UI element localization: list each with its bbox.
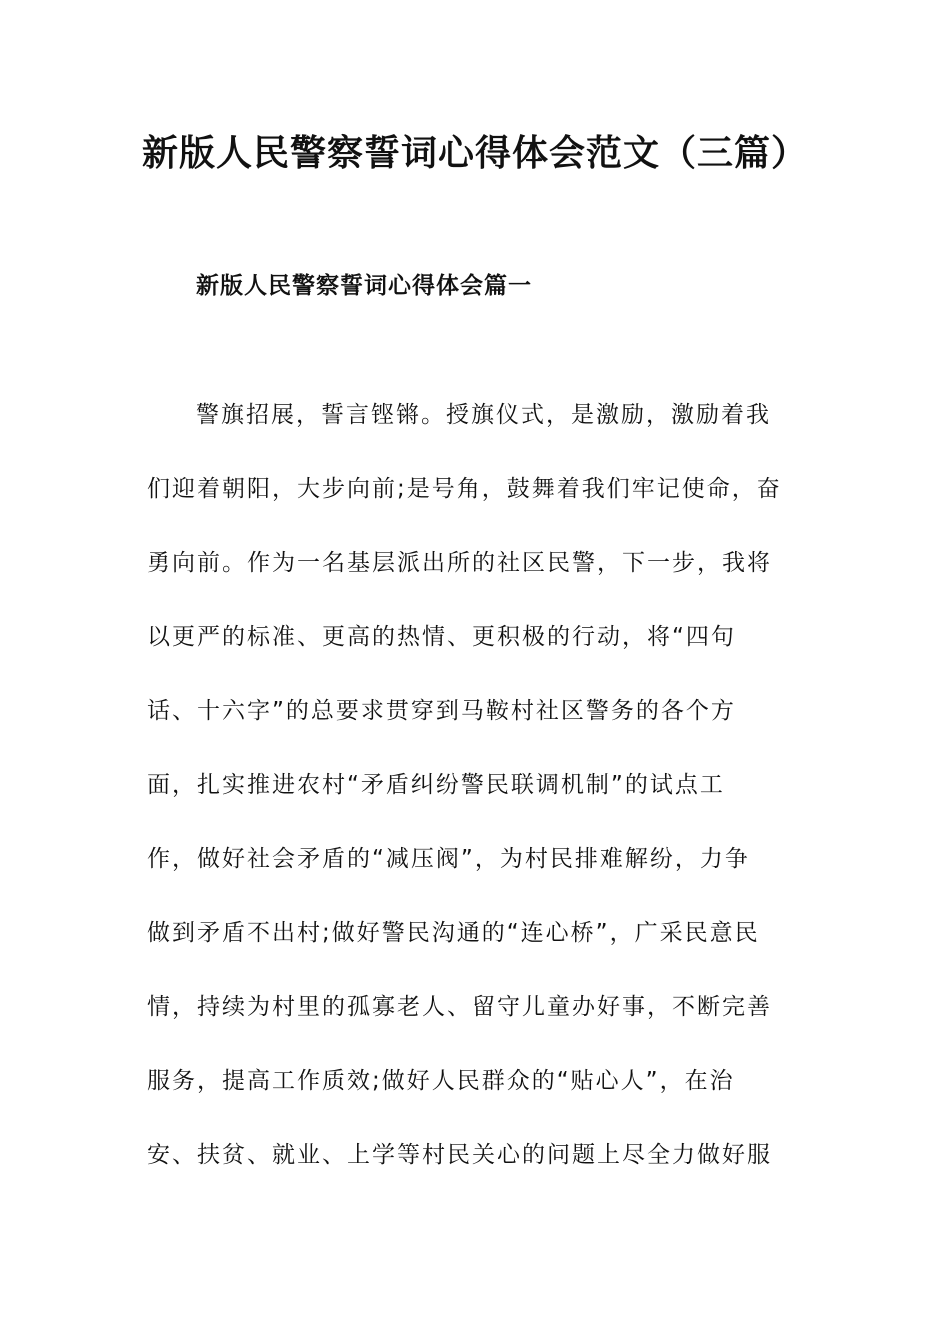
paragraph-line: 情，持续为村里的孤寡老人、留守儿童办好事，不断完善 [147, 994, 772, 1020]
paragraph-line: 话、十六字”的总要求贯穿到马鞍村社区警务的各个方 [147, 698, 736, 724]
paragraph-line: 勇向前。作为一名基层派出所的社区民警，下一步，我将 [147, 550, 772, 576]
paragraph-line: 做到矛盾不出村;做好警民沟通的“连心桥”，广采民意民 [147, 920, 760, 946]
paragraph-line: 以更严的标准、更高的热情、更积极的行动，将“四句 [147, 624, 736, 650]
paragraph-line: 安、扶贫、就业、上学等村民关心的问题上尽全力做好服 [147, 1142, 772, 1168]
section-heading: 新版人民警察誓词心得体会篇一 [196, 273, 532, 299]
paragraph-line: 作，做好社会矛盾的“减压阀”，为村民排难解纷，力争 [147, 846, 750, 872]
paragraph-line: 服务，提高工作质效;做好人民群众的“贴心人”，在治 [147, 1068, 735, 1094]
paragraph-line: 面，扎实推进农村“矛盾纠纷警民联调机制”的试点工 [147, 772, 725, 798]
paragraph-line: 们迎着朝阳，大步向前;是号角，鼓舞着我们牢记使命，奋 [147, 476, 782, 502]
document-title: 新版人民警察誓词心得体会范文（三篇） [141, 132, 808, 174]
paragraph-line: 警旗招展，誓言铿锵。授旗仪式，是激励，激励着我 [196, 402, 771, 428]
